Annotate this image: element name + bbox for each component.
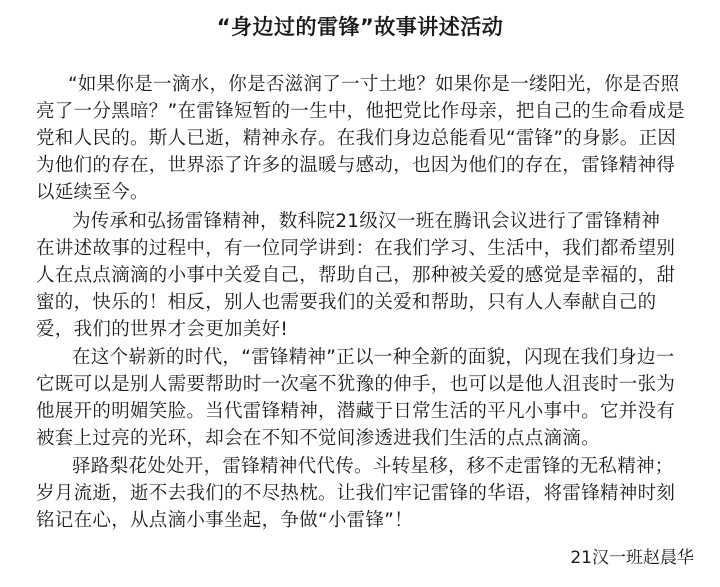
paragraph-3-line-2: 它既可以是别人需要帮助时一次毫不犹豫的伸手，也可以是他人沮丧时一张为	[36, 374, 676, 395]
paragraph-1-line-4: 为他们的存在，世界添了许多的温暖与感动，也因为他们的存在，雷锋精神得	[36, 155, 676, 176]
paragraph-3-line-3: 他展开的明媚笑脸。当代雷锋精神，潜藏于日常生活的平凡小事中。它并没有	[36, 401, 676, 422]
paragraph-1-line-3: 党和人民的。斯人已逝，精神永存。在我们身边总能看见“雷锋”的身影。正因	[36, 128, 677, 149]
paragraph-2-line-1: 为传承和弘扬雷锋精神，数科院21级汉一班在腾讯会议进行了雷锋精神	[72, 211, 661, 232]
paragraph-2-line-5: 爱，我们的世界才会更加美好!	[36, 319, 289, 340]
paragraph-4-line-2: 岁月流逝，逝不去我们的不尽热枕。让我们牢记雷锋的华语，将雷锋精神时刻	[36, 483, 676, 504]
paragraph-2-line-3: 人在点点滴滴的小事中关爱自己，帮助自己，那种被关爱的感觉是幸福的，甜	[36, 265, 676, 286]
paragraph-2-line-4: 蜜的，快乐的！相反，别人也需要我们的关爱和帮助，只有人人奉献自己的	[36, 292, 657, 313]
paragraph-3-line-4: 被套上过亮的光环，却会在不知不觉间渗透进我们生活的点点滴滴。	[36, 428, 601, 449]
paragraph-2-line-2: 在讲述故事的过程中，有一位同学讲到：在我们学习、生活中，我们都希望别	[36, 238, 676, 259]
paragraph-3-line-1: 在这个崭新的时代，“雷锋精神”正以一种全新的面貌，闪现在我们身边一	[72, 347, 675, 368]
paragraph-4-line-3: 铭记在心，从点滴小事坐起，争做“小雷锋”！	[36, 510, 413, 531]
paragraph-1-line-5: 以延续至今。	[36, 182, 149, 203]
document-title: “身边过的雷锋”故事讲述活动	[216, 15, 504, 39]
paragraph-4-line-1: 驿路梨花处处开，雷锋精神代代传。斗转星移，移不走雷锋的无私精神；	[72, 456, 674, 477]
paragraph-1-line-2: 亮了一分黑暗？”在雷锋短暂的一生中，他把党比作母亲，把自己的生命看成是	[36, 101, 686, 122]
author-signature: 21汉一班赵晨华	[570, 548, 694, 568]
paragraph-1-line-1: “如果你是一滴水，你是否滋润了一寸土地？如果你是一缕阳光，你是否照	[68, 74, 680, 95]
